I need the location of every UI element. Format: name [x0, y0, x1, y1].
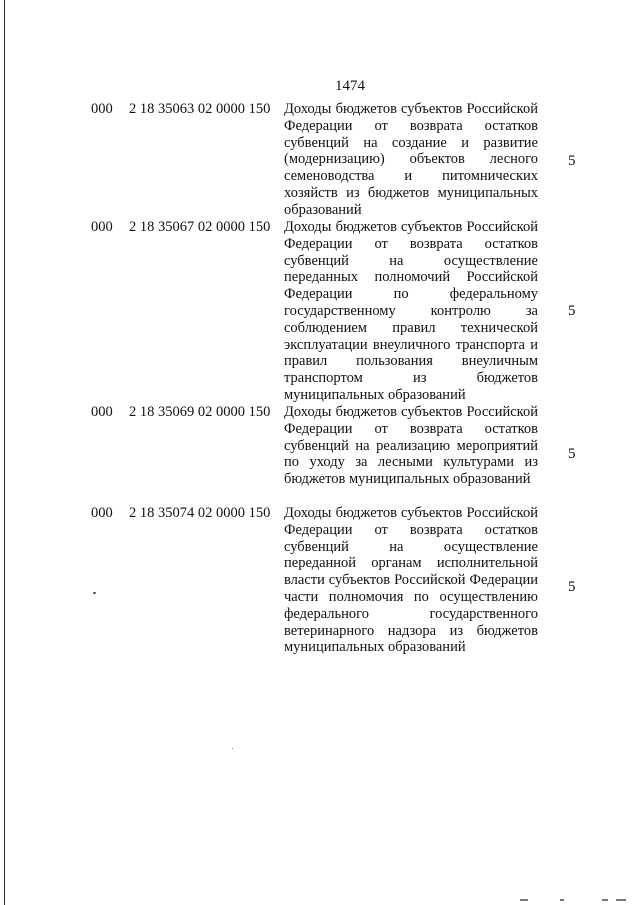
row-code: 2 18 35067 02 0000 150: [129, 219, 271, 235]
row-description: Доходы бюджетов субъектов Российской Федерации от возврата остатков субвенций на создание и развитие (модернизацию) объектов лесного семеноводства и питомнических хозяйств из бюджетов муниципальных образований: [284, 101, 538, 218]
row-code: 2 18 35063 02 0000 150: [129, 101, 271, 117]
row-code: 2 18 35074 02 0000 150: [129, 505, 271, 521]
row-code: 2 18 35069 02 0000 150: [129, 404, 271, 420]
row-description: Доходы бюджетов субъектов Российской Федерации от возврата остатков субвенций на осуществление переданных полномочий Российской Федерации по федеральному государственному контролю за соблюдением правил технической эксплуатации внеуличного транспорта и правил пользования внеуличным транспортом из бюджетов муниципальных образований: [284, 219, 538, 403]
row-column-a: 000: [91, 101, 113, 117]
row-value: 5: [568, 446, 576, 462]
row-column-a: 000: [91, 219, 113, 235]
row-description: Доходы бюджетов субъектов Российской Федерации от возврата остатков субвенций на осуществление переданной органам исполнительной власти субъектов Российской Федерации части полномочия по осуществлению федерального государственного ветеринарного надзора из бюджетов муниципальных образований: [284, 505, 538, 656]
row-column-a: 000: [91, 404, 113, 420]
row-value: 5: [568, 153, 576, 169]
page-number: 1474: [335, 78, 365, 94]
row-value: 5: [568, 579, 576, 595]
scan-speck: [93, 592, 96, 594]
row-column-a: 000: [91, 505, 113, 521]
row-description: Доходы бюджетов субъектов Российской Федерации от возврата остатков субвенций на реализацию мероприятий по уходу за лесными культурами из бюджетов муниципальных образований: [284, 404, 538, 488]
page-edge: [4, 0, 5, 905]
scan-speck: [232, 748, 233, 749]
row-value: 5: [568, 303, 576, 319]
scan-edge-marks: [520, 897, 630, 903]
